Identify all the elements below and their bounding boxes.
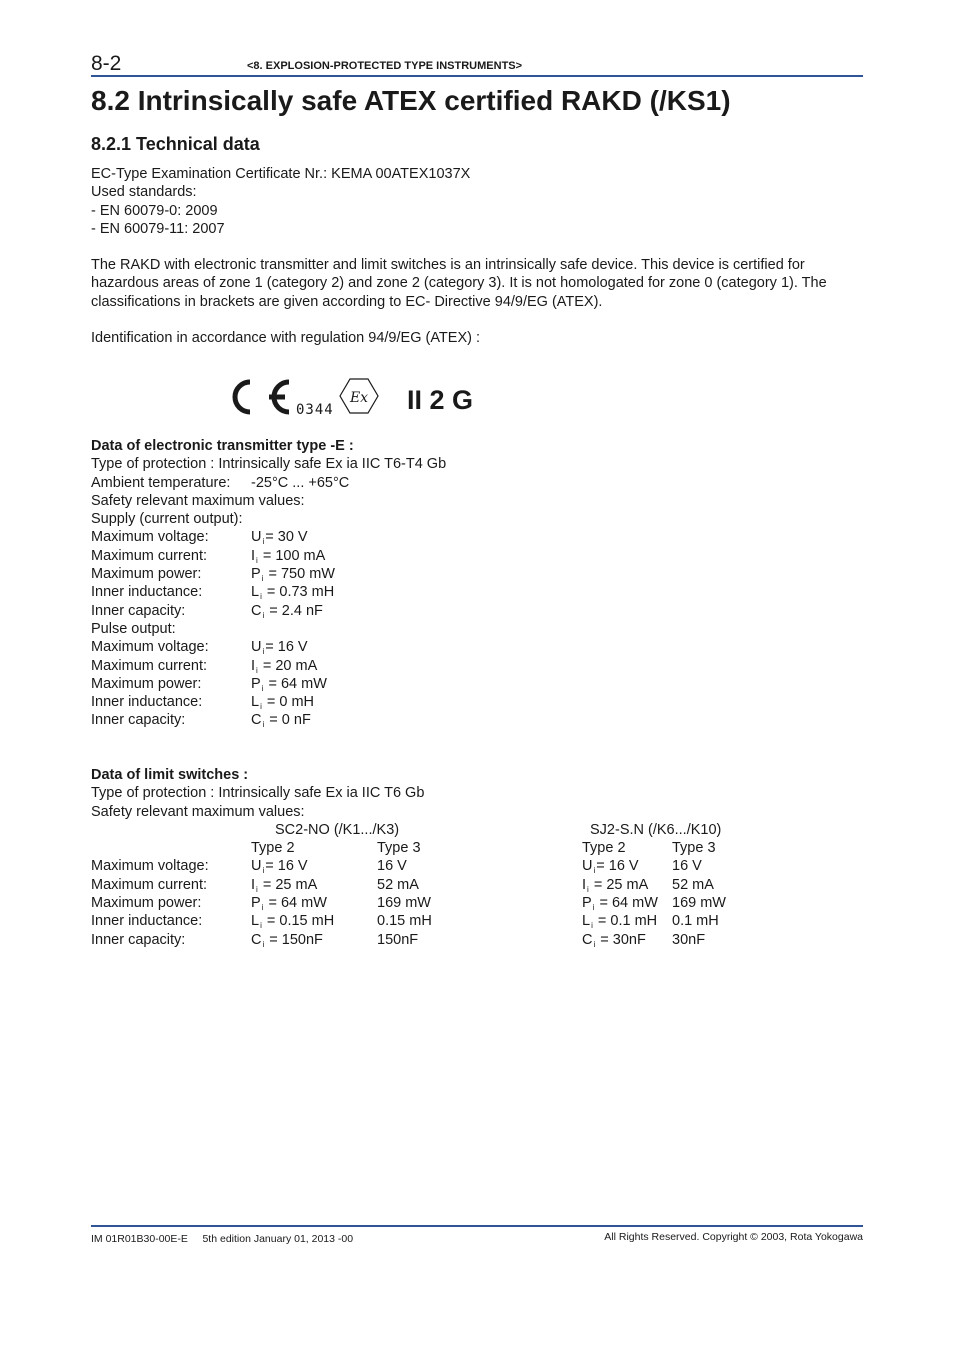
- symbol: I: [251, 876, 256, 893]
- ex-symbol: Ex: [349, 390, 369, 406]
- supply-row: [91, 602, 446, 620]
- ambient-value: -25°C ... +65°C: [251, 474, 350, 491]
- limit-row: [91, 857, 702, 876]
- row-label: Maximum power:: [91, 895, 202, 912]
- group-b-type2-value: [582, 931, 646, 954]
- section-title: 8.2 Intrinsically safe ATEX certified RAKD (/KS1): [91, 85, 731, 116]
- standard-item: - EN 60079-11: 2007: [91, 220, 225, 237]
- footer-rule: [91, 1225, 863, 1227]
- row-label: Maximum power:: [91, 675, 202, 692]
- footer-document-id: IM 01R01B30-00E-E 5th edition January 01, 2013 -00: [91, 1233, 354, 1245]
- symbol-subscript: i: [593, 939, 596, 949]
- ce-mark-e-icon: [269, 382, 289, 412]
- limit-switch-block: [91, 766, 726, 949]
- type3-header: Type 3: [377, 840, 421, 857]
- value: = 20 mA: [258, 657, 318, 674]
- chapter-title: <8. EXPLOSION-PROTECTED TYPE INSTRUMENTS>: [247, 60, 523, 72]
- symbol-subscript: i: [262, 866, 265, 876]
- footer-copyright: All Rights Reserved. Copyright © 2003, Rota Yokogawa: [604, 1231, 863, 1243]
- symbol: U: [582, 858, 593, 875]
- pulse-rows: [91, 638, 446, 729]
- transmitter-protection: Type of protection : Intrinsically safe Ex ia IIC T6-T4 Gb: [91, 456, 447, 473]
- header-rule: [91, 75, 863, 77]
- value: = 0 mH: [262, 694, 315, 711]
- equipment-group: II 2 G: [407, 385, 474, 415]
- row-label: Maximum voltage:: [91, 858, 209, 875]
- supply-row: [91, 583, 446, 601]
- symbol: I: [251, 547, 256, 564]
- ce-number: 0344: [296, 402, 334, 418]
- limit-rows: [91, 857, 726, 949]
- row-label: Maximum current:: [91, 547, 208, 564]
- pulse-row: [91, 711, 446, 729]
- group-b-type3-value: 52 mA: [672, 876, 714, 893]
- transmitter-heading: Data of electronic transmitter type -E :: [91, 438, 354, 454]
- subsection-title: 8.2.1 Technical data: [91, 134, 260, 154]
- symbol-subscript: i: [587, 884, 589, 894]
- limit-switch-protection: Type of protection : Intrinsically safe Ex ia IIC T6 Gb: [91, 785, 425, 802]
- pulse-label: Pulse output:: [91, 620, 176, 637]
- pulse-row: [91, 693, 446, 711]
- symbol-subscript: i: [260, 921, 262, 931]
- limit-row: [91, 912, 719, 931]
- value: = 16 V: [265, 639, 308, 656]
- value: = 100 mA: [258, 547, 326, 564]
- type2-header: Type 2: [251, 840, 295, 857]
- limit-row: [91, 931, 706, 949]
- value: = 25 mA: [589, 876, 649, 893]
- symbol: P: [251, 675, 261, 692]
- value: = 30 V: [265, 529, 308, 546]
- value: = 30nF: [596, 931, 646, 948]
- group-a-type3-value: 16 V: [377, 858, 407, 875]
- group-b-type3-value: 0.1 mH: [672, 913, 719, 930]
- group-a-type3-value: 0.15 mH: [377, 913, 432, 930]
- symbol: I: [582, 876, 587, 893]
- value: = 64 mW: [595, 895, 658, 912]
- value: = 0 nF: [265, 712, 311, 729]
- group-b-label: SJ2-S.N (/K6.../K10): [590, 821, 722, 838]
- supply-label: Supply (current output):: [91, 511, 243, 528]
- symbol-subscript: i: [262, 720, 265, 730]
- row-value: [251, 602, 323, 625]
- row-label: Maximum current:: [91, 876, 208, 893]
- type-header-row: [91, 839, 716, 857]
- limit-safety-label: Safety relevant maximum values:: [91, 803, 305, 820]
- row-label: Inner capacity:: [91, 602, 186, 619]
- limit-row: [91, 876, 714, 894]
- supply-row: [91, 547, 446, 565]
- symbol: C: [251, 712, 262, 729]
- symbol-subscript: i: [591, 921, 593, 931]
- supply-rows: [91, 528, 446, 619]
- type3-header: Type 3: [672, 840, 716, 857]
- symbol-subscript: i: [262, 939, 265, 949]
- value: = 750 mW: [264, 566, 335, 583]
- ambient-row: [91, 474, 446, 492]
- row-label: Maximum voltage:: [91, 639, 209, 656]
- symbol: P: [251, 566, 261, 583]
- symbol-subscript: i: [592, 903, 595, 913]
- row-label: Maximum current:: [91, 657, 208, 674]
- value: = 16 V: [596, 858, 639, 875]
- pulse-row: [91, 675, 446, 693]
- group-a-label: SC2-NO (/K1.../K3): [275, 821, 400, 838]
- row-label: Inner capacity:: [91, 712, 186, 729]
- symbol-subscript: i: [262, 647, 265, 657]
- limit-row: [91, 894, 726, 913]
- group-a-type3-value: 150nF: [377, 931, 419, 948]
- group-a-type3-value: 169 mW: [377, 895, 431, 912]
- symbol: L: [251, 584, 260, 601]
- symbol: L: [251, 694, 260, 711]
- value: = 16 V: [265, 858, 308, 875]
- symbol: P: [251, 895, 261, 912]
- symbol-subscript: i: [260, 702, 262, 712]
- symbol-subscript: i: [256, 555, 258, 565]
- group-a-type3-value: 52 mA: [377, 876, 419, 893]
- row-value: [251, 711, 311, 734]
- value: = 150nF: [265, 931, 323, 948]
- transmitter-block: [91, 437, 446, 730]
- group-header-row: [91, 821, 722, 839]
- row-label: Maximum voltage:: [91, 529, 209, 546]
- safety-label: Safety relevant maximum values:: [91, 492, 305, 509]
- row-label: Inner inductance:: [91, 584, 203, 601]
- value: = 25 mA: [258, 876, 318, 893]
- symbol: I: [251, 657, 256, 674]
- row-label: Inner inductance:: [91, 694, 203, 711]
- symbol: U: [251, 639, 262, 656]
- limit-switch-heading: Data of limit switches :: [91, 767, 249, 783]
- group-b-type3-value: 30nF: [672, 931, 706, 948]
- symbol: C: [582, 931, 593, 948]
- group-b-type3-value: 16 V: [672, 858, 702, 875]
- symbol: C: [251, 602, 262, 619]
- ambient-label: Ambient temperature:: [91, 474, 231, 491]
- symbol-subscript: i: [260, 592, 262, 602]
- value: = 0.1 mH: [593, 913, 658, 930]
- symbol-subscript: i: [261, 574, 264, 584]
- type2-header: Type 2: [582, 840, 626, 857]
- value: = 2.4 nF: [265, 602, 323, 619]
- symbol-subscript: i: [256, 665, 258, 675]
- row-label: Inner inductance:: [91, 913, 203, 930]
- row-label: Inner capacity:: [91, 931, 186, 948]
- symbol: P: [582, 895, 592, 912]
- symbol: U: [251, 529, 262, 546]
- supply-row: [91, 528, 446, 546]
- intro-paragraph: The RAKD with electronic transmitter and limit switches is an intrinsically safe device. This device is certified for hazardous areas of zone 1 (category 2) and zone 2 (category 3). It is not homologated for zone 0 (category 1). The classifications in brackets are given according to EC- Directive 94/9/EG (ATEX).: [91, 257, 827, 310]
- page-number: 8-2: [91, 52, 122, 75]
- pulse-row: [91, 638, 446, 656]
- group-a-type2-value: [251, 931, 323, 954]
- symbol-subscript: i: [256, 884, 258, 894]
- value: = 64 mW: [264, 895, 327, 912]
- symbol: L: [582, 913, 591, 930]
- value: = 0.15 mH: [262, 913, 335, 930]
- identification-line: Identification in accordance with regulation 94/9/EG (ATEX) :: [91, 330, 481, 346]
- row-label: Maximum power:: [91, 566, 202, 583]
- symbol: L: [251, 913, 260, 930]
- ce-mark-c-icon: [235, 382, 250, 412]
- symbol-subscript: i: [261, 683, 264, 693]
- symbol-subscript: i: [261, 903, 264, 913]
- value: = 0.73 mH: [262, 584, 335, 601]
- standards-label: Used standards:: [91, 184, 197, 201]
- symbol-subscript: i: [262, 537, 265, 547]
- value: = 64 mW: [264, 675, 327, 692]
- intro-block: [91, 165, 470, 238]
- symbol: U: [251, 858, 262, 875]
- standard-item: - EN 60079-0: 2009: [91, 202, 218, 219]
- symbol-subscript: i: [593, 866, 596, 876]
- symbol: C: [251, 931, 262, 948]
- symbol-subscript: i: [262, 610, 265, 620]
- group-b-type3-value: 169 mW: [672, 895, 726, 912]
- certificate-line: EC-Type Examination Certificate Nr.: KEMA 00ATEX1037X: [91, 166, 471, 182]
- supply-row: [91, 565, 446, 583]
- pulse-row: [91, 657, 446, 675]
